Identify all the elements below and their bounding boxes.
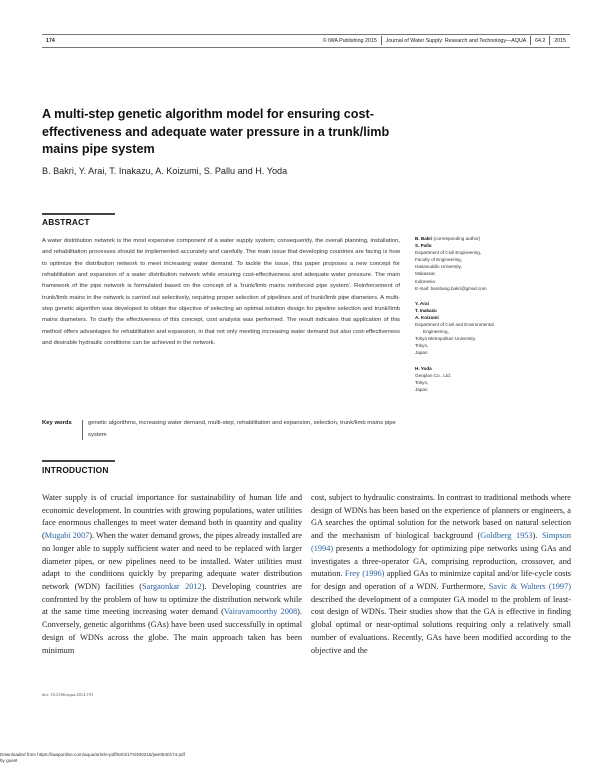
affiliation-line: Tokyo, [415,379,429,385]
volume: 64.2 [535,38,546,44]
keywords-text: genetic algorithms, increasing water demand, multi-step, rehabilitation and expansion, selection, trunk/limb mains pipe system [88,420,396,438]
footer-line: by guest [0,758,18,763]
affiliation-line: Tokyo Metropolitan University, [415,336,476,342]
introduction-heading: INTRODUCTION [42,465,109,475]
introduction-rule [42,460,115,462]
abstract-text: A water distribution network is the most expensive component of a water supply system; consequently, the overall planning, installation, and rehabilitation processes should be implemented accurately and carefully. The main issue that developing countries are facing is how to optimize the distribution network to meet increasing water demand. To tackle the issue, this paper proposes a new concept for rehabilitation and expansion of a water distribution network while ensuring cost-effectiveness and adequate water pressure. The main framework of the pipe network is formulated based on the concept of a ‘trunk/limb mains reinforced pipe system’. Reinforcement of trunk/limb mains in the network is carried out selectively, requiring proper selection of pipelines and of trunk/limb pipe diameters. A multi-step genetic algorithm was developed to obtain the objective of selecting an optimal solution design for pipeline selection and trunk/limb mains diameters. To clarify the effectiveness of this concept, cost analysis was performed. The result indicates that application of this method offers advantages for rehabilitation and expansion, in that not only meeting increasing water demand but also cost-effectiveness and desirable hydraulic conditions can be achieved in the network. [42,238,400,347]
footer-line[interactable]: Downloaded from https://iwaponline.com/aqua/article-pdf/64/2/174/400215/jws0640174.pdf [0,752,185,757]
affiliation-author: B. Bakri [415,236,433,241]
author-list: B. Bakri, Y. Arai, T. Inakazu, A. Koizumi, S. Pallu and H. Yoda [42,166,288,176]
citation-link[interactable]: Vairavamoorthy 2008 [223,607,298,617]
article-title: A multi-step genetic algorithm model for ensuring cost-effectiveness and adequate water pressure in a trunk/limb mains pipe system [42,107,390,156]
affiliation-line: Indonesia [415,278,435,284]
affiliations [415,235,575,401]
citation-link[interactable]: Goldberg 1953 [480,531,533,541]
affiliation-author: T. Inakazu [415,307,437,313]
affiliation-author: H. Yoda [415,365,432,371]
affiliation-line: Japan [415,386,428,392]
affiliation-line: Faculty of Engineering, [415,257,462,263]
affiliation-line: Tokyo, [415,343,429,349]
affiliation-author: Y. Arai [415,300,429,306]
citation-link[interactable]: Frey (1996) [344,569,385,579]
citation-link[interactable]: Simpson (1994) [311,531,571,553]
intro-left-column: Water supply is of crucial importance for sustainability of human life and economic development. In countries with growing populations, water utilities face enormous challenges to meet water demand both in quantity and quality (Mugabi 2007). When the water demand grows, the pipes already installed are no longer able to supply sufficient water and need to be replaced with larger diameter pipes, or new pipelines need to be installed. Water utilities must adapt to the conditions quickly by preparing adequate water distribution network (WDN) facilities (Sargaonkar 2012). Developing countries are confronted by the problem of how to optimize the distribution network while at the same time meeting increasing water demand (Vairavamoorthy 2008). Conversely, genetic algorithms (GAs) have been used successfully in optimal design of WDNs across the globe. The main approach taken has been minimum [42,493,302,655]
corresponding-note: (corresponding author) [432,236,481,241]
journal-name: Journal of Water Supply: Research and Technology—AQUA [385,38,527,44]
doi: doi: 10.2166/aqua.2014.191 [42,692,94,697]
abstract-heading: ABSTRACT [42,217,90,227]
affiliation-line: Geoplan Co., Ltd, [415,372,452,378]
keywords-label: Key words [42,420,72,426]
running-head [42,34,570,48]
citation-link[interactable]: Mugabi 2007 [44,531,90,541]
affiliation-line: Department of Civil and Environmental [415,322,494,328]
affiliation-author: S. Pallu [415,243,432,249]
affiliation-block-1 [415,235,575,292]
page-number: 174 [46,38,55,44]
citation-link[interactable]: Sargaonkar 2012 [142,582,202,592]
affiliation-email: E-mail: bambang.bakri@gmail.com [415,285,487,291]
journal-info [323,35,566,48]
year: 2015 [554,38,566,44]
affiliation-line: Japan [415,350,428,356]
affiliation-line: Makassar, [415,271,436,277]
intro-right-column: cost, subject to hydraulic constraints. In contrast to traditional methods where design of WDNs has been based on the experience of planners or engineers, a GA searches the optimal solution for the network based on natural selection and the mechanism of biological background (Goldberg 1953). Simpson (1994) presents a methodology for optimizing pipe networks using GAs and investigates a three-operator GA, comprising reproduction, crossover, and mutation. Frey (1996) applied GAs to minimize capital and/or life-cycle costs for design and operation of a WDN. Furthermore, Savic & Walters (1997) described the development of a computer GA model to the problem of least-cost design of WDNs. Their studies show that the GA is effective in finding global optimal or near-optimal solutions requiring only a relatively small number of evaluations. Recently, GAs have been modified according to the objective and the [311,493,571,655]
affiliation-block-3 [415,365,575,393]
keywords-divider [82,420,83,440]
copyright: © IWA Publishing 2015 [322,38,377,44]
affiliation-block-2 [415,300,575,357]
citation-link[interactable]: Savic & Walters (1997) [488,582,571,592]
affiliation-line: Department of Civil Engineering, [415,250,482,256]
affiliation-line: Engineering, [423,329,449,335]
affiliation-author: A. Koizumi [415,314,439,320]
affiliation-line: Hasanuddin University, [415,264,462,270]
abstract-rule [42,213,115,215]
download-footer [0,752,185,764]
